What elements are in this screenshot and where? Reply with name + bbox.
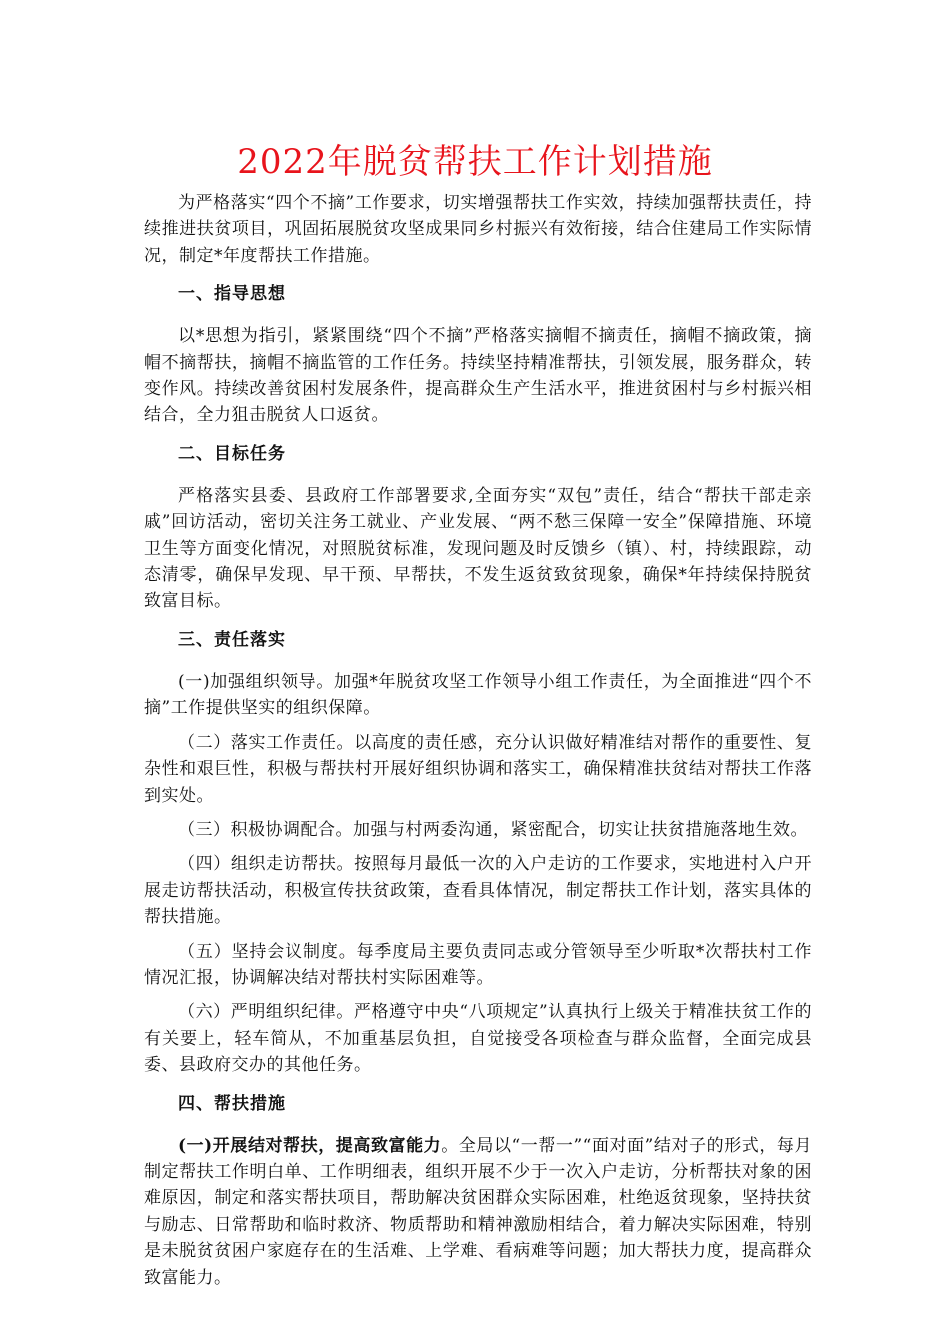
section-heading-measures: 四、帮扶措施 [178,1093,286,1114]
measures-item-lead: (一)开展结对帮扶，提高致富能力 [178,1135,442,1156]
document-body [144,190,812,1291]
section-heading-guiding-ideology: 一、指导思想 [178,284,286,305]
responsibility-item: （六）严明组织纪律。严格遵守中央“八项规定”认真执行上级关于精准扶贫工作的有关要上，轻车简从，不加重基层负担，自觉接受各项检查与群众监督，全面完成县委、县政府交办的其他任务。 [144,1002,812,1076]
guiding-ideology-paragraph: 以*思想为指引，紧紧围绕“四个不摘”严格落实摘帽不摘责任，摘帽不摘政策，摘帽不摘帮扶，摘帽不摘监管的工作任务。持续坚持精准帮扶，引领发展，服务群众，转变作风。持续改善贫困村发展条件，提高群众生产生活水平，推进贫困村与乡村振兴相结合，全力狙击脱贫人口返贫。 [144,326,812,426]
document-title: 2022年脱贫帮扶工作计划措施 [237,142,713,182]
targets-paragraph: 严格落实县委、县政府工作部署要求,全面夯实“双包”责任，结合“帮扶干部走亲戚”回访活动，密切关注务工就业、产业发展、“两不愁三保障一安全”保障措施、环境卫生等方面变化情况，对照脱贫标准，发现问题及时反馈乡（镇）、村，持续跟踪，动态清零，确保早发现、早干预、早帮扶，不发生返贫致贫现象，确保*年持续保持脱贫致富目标。 [144,485,812,612]
intro-paragraph: 为严格落实“四个不摘”工作要求，切实增强帮扶工作实效，持续加强帮扶责任，持续推进扶贫项目，巩固拓展脱贫攻坚成果同乡村振兴有效衔接，结合住建局工作实际情况，制定*年度帮扶工作措施。 [144,193,812,266]
responsibility-item: （三）积极协调配合。加强与村两委沟通，紧密配合，切实让扶贫措施落地生效。 [178,819,808,840]
responsibility-item: （五）坚持会议制度。每季度局主要负责同志或分管领导至少听取*次帮扶村工作情况汇报，协调解决结对帮扶村实际困难等。 [144,941,812,988]
section-heading-targets: 二、目标任务 [178,443,286,464]
measures-item-text: 。全局以“一帮一”“面对面”结对子的形式，每月制定帮扶工作明白单、工作明细表，组织开展不少于一次入户走访，分析帮扶对象的困难原因，制定和落实帮扶项目，帮助解决贫困群众实际困难，杜绝返贫现象，坚持扶贫与励志、日常帮助和临时救济、物质帮助和精神激励相结合，着力解决实际困难，特别是未脱贫贫困户家庭存在的生活难、上学难、看病难等问题；加大帮扶力度，提高群众致富能力。 [144,1135,812,1288]
section-heading-responsibility: 三、责任落实 [178,629,286,650]
measures-item [144,1133,812,1291]
responsibility-item: （二）落实工作责任。以高度的责任感，充分认识做好精准结对帮作的重要性、复杂性和艰巨性，积极与帮扶村开展好组织协调和落实工，确保精准扶贫结对帮扶工作落到实处。 [144,732,812,806]
responsibility-item: (一)加强组织领导。加强*年脱贫攻坚工作领导小组工作责任，为全面推进“四个不摘”工作提供坚实的组织保障。 [144,671,812,719]
responsibility-item: （四）组织走访帮扶。按照每月最低一次的入户走访的工作要求，实地进村入户开展走访帮扶活动，积极宣传扶贫政策，查看具体情况，制定帮扶工作计划，落实具体的帮扶措施。 [144,854,812,928]
